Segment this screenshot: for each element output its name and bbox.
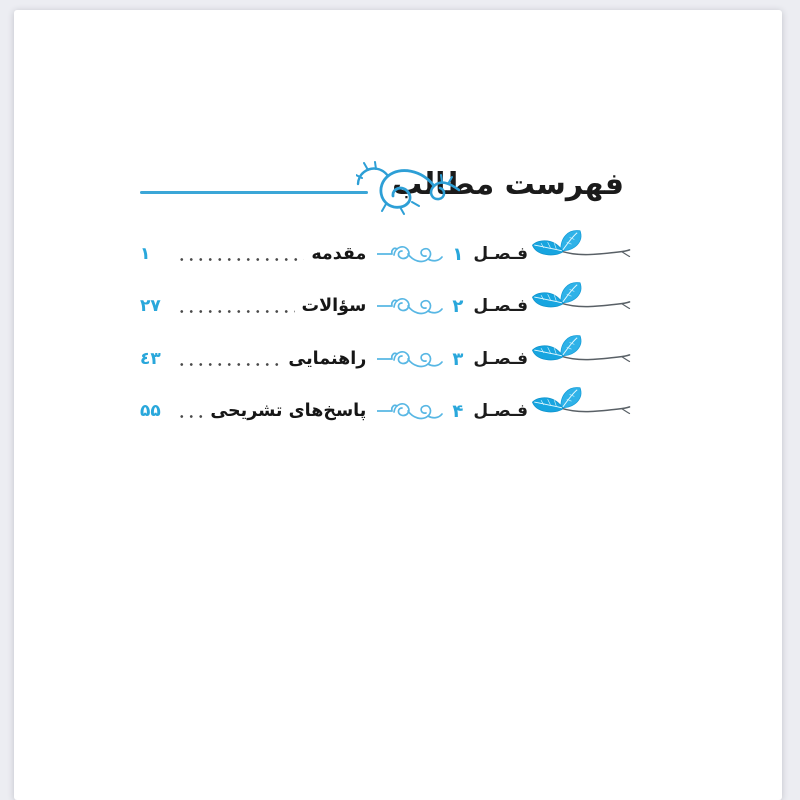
chapter-label	[452, 296, 528, 317]
toc-row	[140, 232, 632, 276]
chapter-number: ۱	[452, 243, 464, 265]
toc-entry-title: راهنمایی	[288, 349, 367, 369]
page-title: فهرست مطالب	[392, 167, 624, 202]
toc-page-number: ٤٣	[140, 349, 161, 369]
book-page	[14, 10, 782, 800]
chapter-number: ۲	[452, 295, 464, 317]
chapter-word: فـصـل	[473, 296, 528, 316]
toc-entry-title: مقدمه	[311, 244, 367, 264]
chapter-word: فـصـل	[473, 244, 528, 264]
leaf-branch-icon	[530, 384, 632, 424]
leaf-branch-icon	[530, 279, 632, 319]
chapter-number: ۳	[452, 348, 464, 370]
dot-leader	[177, 363, 281, 366]
toc-row	[140, 337, 632, 381]
toc-row	[140, 284, 632, 328]
dot-leader	[177, 310, 295, 313]
chapter-word: فـصـل	[473, 349, 528, 369]
header-underline	[140, 191, 368, 194]
dot-leader	[177, 415, 203, 418]
small-swirl-icon	[377, 398, 443, 426]
small-swirl-icon	[377, 293, 443, 321]
toc-row	[140, 389, 632, 433]
chapter-label	[452, 349, 528, 370]
chapter-label	[452, 244, 528, 265]
leaf-branch-icon	[530, 332, 632, 372]
toc-entry-title: پاسخ‌های تشریحی	[210, 401, 367, 421]
small-swirl-icon	[377, 346, 443, 374]
toc-page-number: ۲۷	[140, 296, 161, 316]
toc-page-number: ۵۵	[140, 401, 161, 421]
dot-leader	[177, 258, 304, 261]
chapter-number: ۴	[452, 400, 464, 422]
chapter-word: فـصـل	[473, 401, 528, 421]
small-swirl-icon	[377, 241, 443, 269]
toc-page-number: ۱	[140, 244, 151, 264]
toc-entry-title: سؤالات	[301, 296, 367, 316]
chapter-label	[452, 401, 528, 422]
leaf-branch-icon	[530, 227, 632, 267]
floral-swirl-icon	[356, 160, 460, 218]
